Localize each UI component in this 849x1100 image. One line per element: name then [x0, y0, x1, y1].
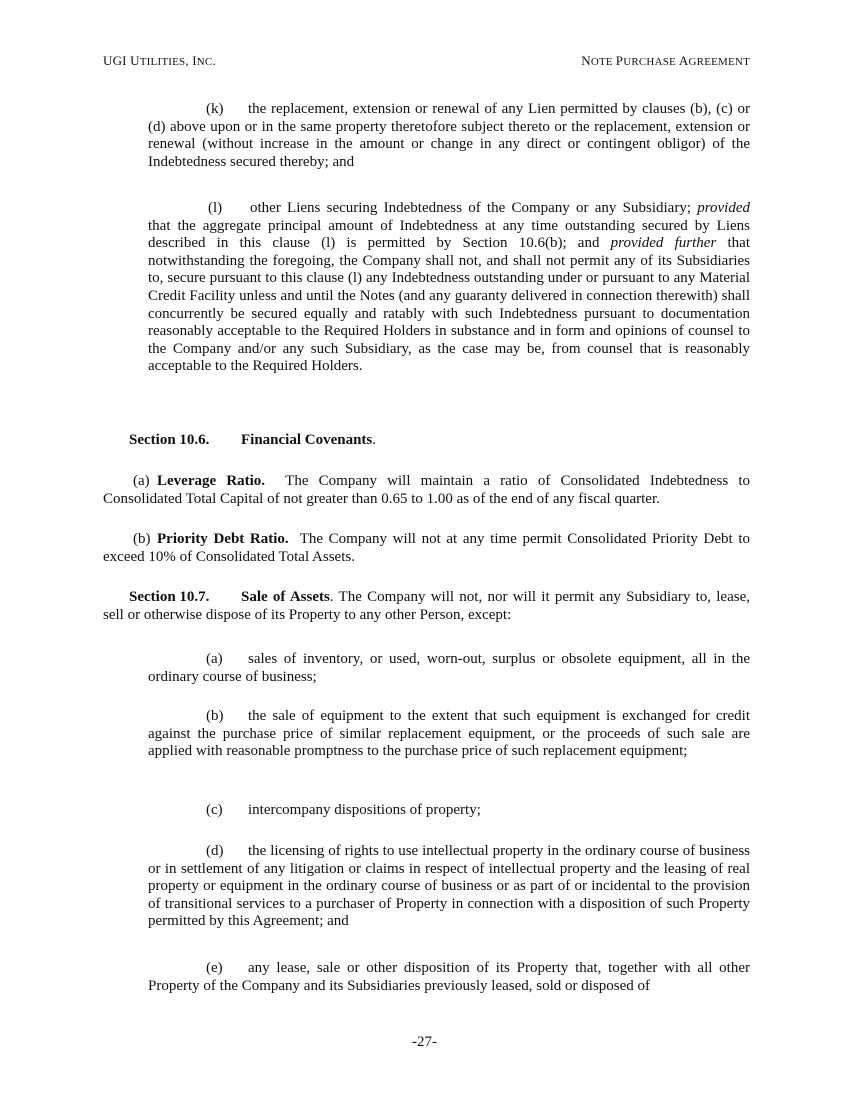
header-company-name: UGI UTILITIES, INC. — [103, 53, 216, 68]
section-10-7: Section 10.7. Sale of Assets. The Company will not, nor will it permit any Subsidiary to, lease, sell or otherwise dispose of its Property to any other Person, except: — [103, 589, 750, 623]
section-10-6-heading: Section 10.6. Financial Covenants. — [129, 432, 377, 448]
header-document-title: NOTE PURCHASE AGREEMENT — [581, 53, 750, 68]
section-10-6-a: (a) Leverage Ratio. The Company will maintain a ratio of Consolidated Indebtedness to Consolidated Total Capital of not greater than 0.65 to 1.00 as of the end of any fiscal quarter. — [103, 473, 750, 507]
page-number: -27- — [412, 1034, 437, 1050]
clause-k: (k) the replacement, extension or renewal of any Lien permitted by clauses (b), (c) or (d) above upon or in the same property theretofore subject thereto or the replacement, extension or renewal (without increase in the amount or change in any direct or contingent obligor) of the Indebtedness secured thereby; and — [148, 101, 750, 170]
section-10-6-b: (b) Priority Debt Ratio. The Company will not at any time permit Consolidated Priority Debt to exceed 10% of Consolidated Total Assets. — [103, 531, 750, 565]
section-10-7-a: (a) sales of inventory, or used, worn-out, surplus or obsolete equipment, all in the ordinary course of business; — [148, 651, 750, 685]
clause-l: (l) other Liens securing Indebtedness of the Company or any Subsidiary; provided that the aggregate principal amount of Indebtedness at any time outstanding secured by Liens described in this clause (l) is permitted by Section 10.6(b); and provided further that notwithstanding the foregoing, the Company shall not, and shall not permit any of its Subsidiaries to, secure pursuant to this clause (l) any Indebtedness outstanding under or pursuant to any Material Credit Facility unless and until the Notes (and any guaranty delivered in connection therewith) shall concurrently be secured equally and ratably with such Indebtedness pursuant to documentation reasonably acceptable to the Required Holders in substance and in form and opinions of counsel to the Company and/or any such Subsidiary, as the case may be, from counsel that is reasonably acceptable to the Required Holders. — [148, 200, 751, 375]
section-10-7-c: (c) intercompany dispositions of property; — [206, 802, 481, 818]
section-10-7-b: (b) the sale of equipment to the extent that such equipment is exchanged for credit against the purchase price of similar replacement equipment, or the proceeds of such sale are applied with reasonable promptness to the purchase price of such replacement equipment; — [148, 708, 750, 760]
section-10-7-e: (e) any lease, sale or other disposition of its Property that, together with all other Property of the Company and its Subsidiaries previously leased, sold or disposed of — [148, 960, 750, 994]
section-10-7-d: (d) the licensing of rights to use intellectual property in the ordinary course of business or in settlement of any litigation or claims in respect of intellectual property and the leasing of real property or equipment in the ordinary course of business or as part of or incidental to the provision of transitional services to a purchaser of Property in connection with a disposition of such Property permitted by this Agreement; and — [148, 843, 750, 930]
